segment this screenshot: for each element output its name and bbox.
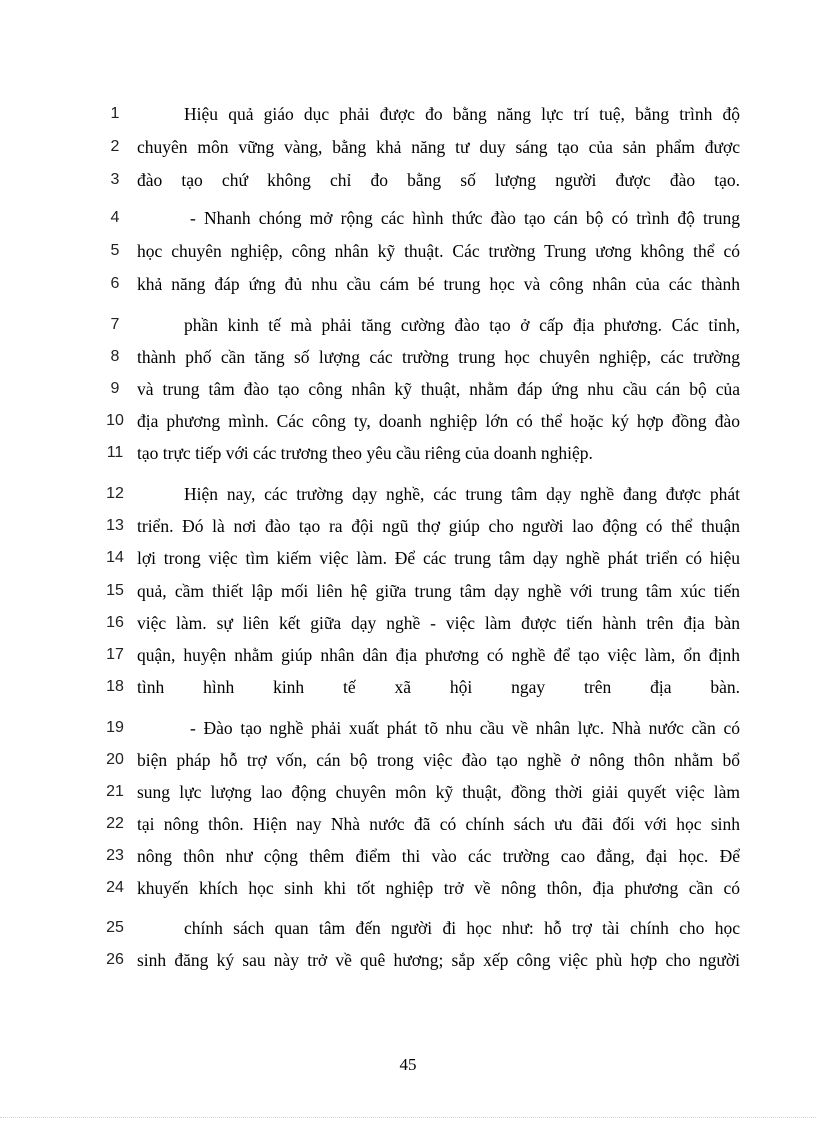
line-text: biện pháp hỗ trợ vốn, cán bộ trong việc đào tạo nghề ở nông thôn nhằm bổ [137, 750, 740, 770]
line-text: khả năng đáp ứng đủ nhu cầu cám bé trung học và công nhân của các thành [137, 274, 740, 294]
text-line [0, 342, 816, 372]
line-number: 21 [106, 783, 124, 800]
text-line [0, 99, 816, 129]
line-number: 1 [110, 105, 120, 122]
text-line [0, 713, 816, 743]
line-number: 2 [110, 138, 120, 155]
line-number: 16 [106, 614, 124, 631]
text-line [0, 745, 816, 775]
line-text: triển. Đó là nơi đào tạo ra đội ngũ thợ giúp cho người lao động có thể thuận [137, 516, 740, 536]
line-text: đào tạo chứ không chỉ đo bằng số lượng người được đào tạo. [137, 170, 740, 190]
line-number: 17 [106, 646, 124, 663]
line-number: 12 [106, 485, 124, 502]
line-text: địa phương mình. Các công ty, doanh nghiệp lớn có thể hoặc ký hợp đồng đào [137, 411, 740, 431]
line-number: 24 [106, 879, 124, 896]
text-line [0, 479, 816, 509]
line-text: Hiện nay, các trường dạy nghề, các trung tâm dạy nghề đang được phát [184, 484, 740, 504]
line-number: 22 [106, 815, 124, 832]
line-number: 14 [106, 549, 124, 566]
text-line [0, 945, 816, 975]
line-number: 6 [110, 275, 120, 292]
text-line [0, 777, 816, 807]
text-line [0, 132, 816, 162]
line-text: - Nhanh chóng mở rộng các hình thức đào tạo cán bộ có trình độ trung [190, 208, 740, 228]
text-line [0, 165, 816, 195]
line-text: tại nông thôn. Hiện nay Nhà nước đã có chính sách ưu đãi đối với học sinh [137, 814, 740, 834]
line-text: thành phố cần tăng số lượng các trường trung học chuyên nghiệp, các trường [137, 347, 740, 367]
line-number: 8 [110, 348, 120, 365]
line-text: - Đào tạo nghề phải xuất phát tõ nhu cầu về nhân lực. Nhà nước cần có [190, 718, 740, 738]
text-line [0, 913, 816, 943]
line-number: 7 [110, 316, 120, 333]
text-line [0, 438, 816, 468]
line-text: sung lực lượng lao động chuyên môn kỹ thuật, đồng thời giải quyết việc làm [137, 782, 740, 802]
line-number: 5 [110, 242, 120, 259]
line-text: lợi trong việc tìm kiếm việc làm. Để các trung tâm dạy nghề phát triển có hiệu [137, 548, 740, 568]
page-number: 45 [399, 1055, 417, 1074]
line-text: chuyên môn vững vàng, bằng khả năng tư duy sáng tạo của sản phẩm được [137, 137, 740, 157]
text-line [0, 543, 816, 573]
line-text: nông thôn như cộng thêm điểm thi vào các trường cao đẳng, đại học. Để [137, 846, 740, 866]
line-text: phần kinh tế mà phải tăng cường đào tạo ở cấp địa phương. Các tỉnh, [184, 315, 740, 335]
line-number: 25 [106, 919, 124, 936]
line-text: học chuyên nghiệp, công nhân kỹ thuật. Các trường Trung ương không thể có [137, 241, 740, 261]
line-text: tạo trực tiếp với các trương theo yêu cầu riêng của doanh nghiệp. [137, 443, 593, 463]
line-number: 23 [106, 847, 124, 864]
line-number: 4 [110, 209, 120, 226]
line-text: và trung tâm đào tạo công nhân kỹ thuật, nhằm đáp ứng nhu cầu cán bộ của [137, 379, 740, 399]
text-line [0, 203, 816, 233]
text-line [0, 809, 816, 839]
line-number: 15 [106, 582, 124, 599]
line-number: 11 [106, 444, 124, 461]
page-bottom-divider [0, 1117, 816, 1118]
text-line [0, 873, 816, 903]
line-number: 26 [106, 951, 124, 968]
text-line [0, 236, 816, 266]
line-text: việc làm. sự liên kết giữa dạy nghề - việc làm được tiến hành trên địa bàn [137, 613, 740, 633]
line-number: 18 [106, 678, 124, 695]
line-number: 19 [106, 719, 124, 736]
text-line [0, 310, 816, 340]
line-number: 3 [110, 171, 120, 188]
text-line [0, 406, 816, 436]
line-number: 13 [106, 517, 124, 534]
text-line [0, 608, 816, 638]
text-line [0, 841, 816, 871]
line-text: chính sách quan tâm đến người đi học như: hỗ trợ tài chính cho học [184, 918, 740, 938]
line-text: sinh đăng ký sau này trở về quê hương; sắp xếp công việc phù hợp cho người [137, 950, 740, 970]
line-text: tình hình kinh tế xã hội ngay trên địa bàn. [137, 677, 740, 697]
line-text: Hiệu quả giáo dục phải được đo bằng năng lực trí tuệ, bằng trình độ [184, 104, 740, 124]
text-line [0, 640, 816, 670]
line-text: khuyến khích học sinh khi tốt nghiệp trở về nông thôn, địa phương cần có [137, 878, 740, 898]
text-line [0, 374, 816, 404]
line-text: quả, cầm thiết lập mối liên hệ giữa trung tâm dạy nghề với trung tâm xúc tiến [137, 581, 740, 601]
line-number: 10 [106, 412, 124, 429]
text-line [0, 511, 816, 541]
text-line [0, 672, 816, 702]
line-number: 9 [110, 380, 120, 397]
line-text: quận, huyện nhằm giúp nhân dân địa phương có nghề để tạo việc làm, ổn định [137, 645, 740, 665]
text-line [0, 576, 816, 606]
text-line [0, 269, 816, 299]
line-number: 20 [106, 751, 124, 768]
